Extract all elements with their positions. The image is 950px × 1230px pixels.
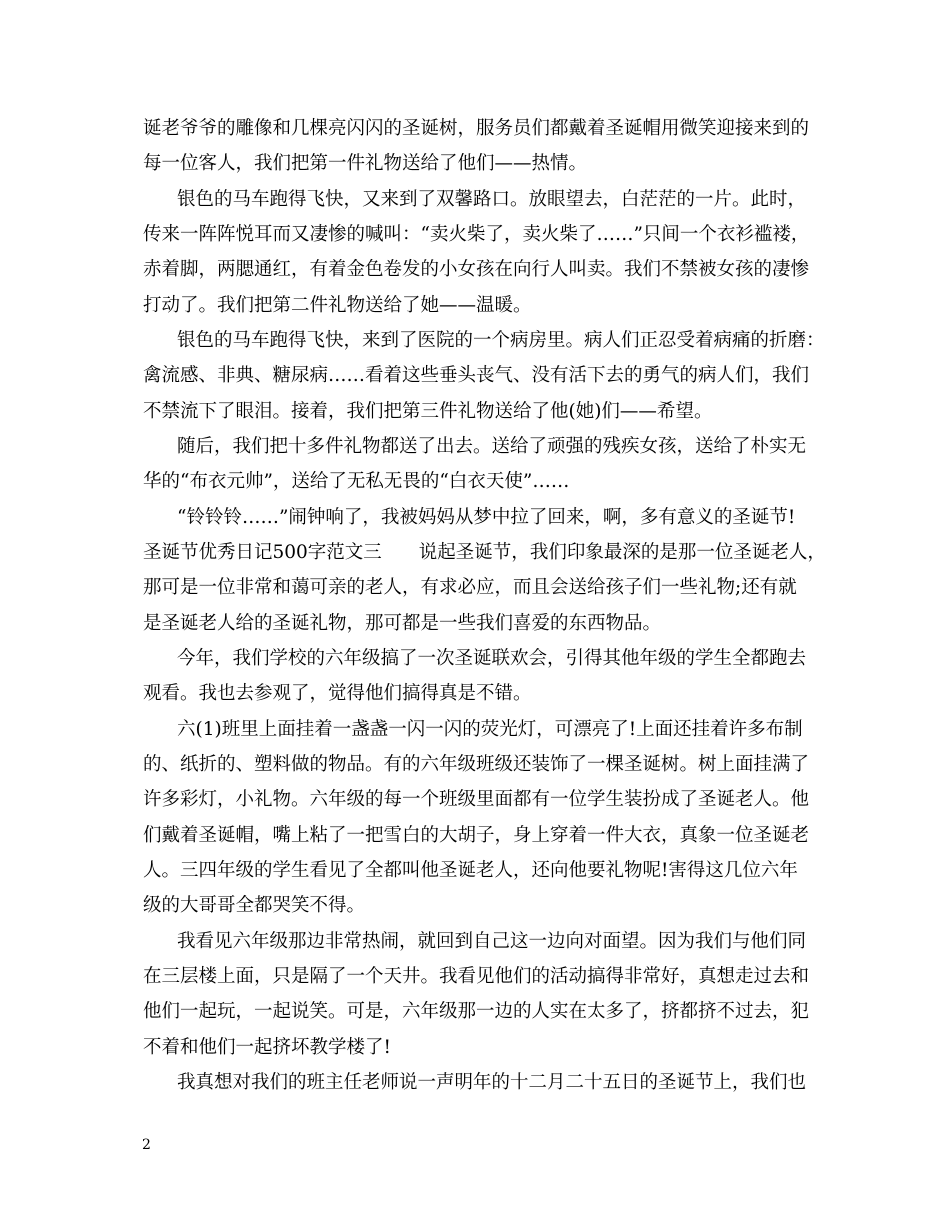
text-line: 不着和他们一起挤坏教学楼了! — [143, 1037, 391, 1058]
paragraph-start-line: “铃铃铃……”闹钟响了，我被妈妈从梦中拉了回来，啊，多有意义的圣诞节! — [177, 507, 796, 528]
text-line: 每一位客人，我们把第一件礼物送给了他们——热情。 — [143, 153, 588, 174]
text-line: 赤着脚，两腮通红，有着金色卷发的小女孩在向行人叫卖。我们不禁被女孩的凄惨 — [143, 259, 810, 280]
paragraph-start-line: 随后，我们把十多件礼物都送了出去。送给了顽强的残疾女孩，送给了朴实无 — [177, 436, 807, 457]
text-line: 禽流感、非典、糖尿病……看着这些垂头丧气、没有活下去的勇气的病人们，我们 — [143, 365, 810, 386]
text-line: 们戴着圣诞帽，嘴上粘了一把雪白的大胡子，身上穿着一件大衣，真象一位圣诞老 — [143, 825, 810, 846]
text-line: 的、纸折的、塑料做的物品。有的六年级班级还装饰了一棵圣诞树。树上面挂满了 — [143, 754, 810, 775]
text-line: 他们一起玩，一起说笑。可是，六年级那一边的人实在太多了，挤都挤不过去，犯 — [143, 1001, 810, 1022]
text-line: 打动了。我们把第二件礼物送给了她——温暖。 — [143, 295, 532, 316]
paragraph-start-line: 银色的马车跑得飞快，来到了医院的一个病房里。病人们正忍受着病痛的折磨： — [177, 330, 825, 351]
text-line: 不禁流下了眼泪。接着，我们把第三件礼物送给了他(她)们——希望。 — [143, 401, 713, 422]
text-line: 是圣诞老人给的圣诞礼物，那可都是一些我们喜爱的东西物品。 — [143, 613, 662, 634]
text-line: 传来一阵阵悦耳而又凄惨的喊叫：“卖火柴了，卖火柴了……”只间一个衣衫褴褛， — [143, 224, 810, 245]
text-line: 观看。我也去参观了，觉得他们搞得真是不错。 — [143, 683, 532, 704]
text-line: 级的大哥哥全都哭笑不得。 — [143, 895, 366, 916]
text-line: 那可是一位非常和蔼可亲的老人，有求必应，而且会送给孩子们一些礼物;还有就 — [143, 577, 797, 598]
paragraph-start-line: 我看见六年级那边非常热闹，就回到自己这一边向对面望。因为我们与他们同 — [177, 931, 807, 952]
page-number: 2 — [142, 1137, 151, 1153]
text-line: 圣诞节优秀日记500字范文三 说起圣诞节，我们印象最深的是那一位圣诞老人， — [143, 542, 826, 563]
paragraph-start-line: 我真想对我们的班主任老师说一声明年的十二月二十五日的圣诞节上，我们也 — [177, 1072, 807, 1093]
paragraph-start-line: 六(1)班里上面挂着一盏盏一闪一闪的荧光灯，可漂亮了!上面还挂着许多布制 — [177, 719, 803, 740]
text-line: 人。三四年级的学生看见了全都叫他圣诞老人，还向他要礼物呢!害得这几位六年 — [143, 860, 798, 881]
text-line: 在三层楼上面，只是隔了一个天井。我看见他们的活动搞得非常好，真想走过去和 — [143, 966, 810, 987]
text-line: 华的“布衣元帅”，送给了无私无畏的“白衣天使”…… — [143, 471, 570, 492]
paragraph-start-line: 今年，我们学校的六年级搞了一次圣诞联欢会，引得其他年级的学生全都跑去 — [177, 648, 807, 669]
text-line: 诞老爷爷的雕像和几棵亮闪闪的圣诞树，服务员们都戴着圣诞帽用微笑迎接来到的 — [143, 118, 810, 139]
text-line: 许多彩灯，小礼物。六年级的每一个班级里面都有一位学生装扮成了圣诞老人。他 — [143, 789, 810, 810]
paragraph-start-line: 银色的马车跑得飞快，又来到了双馨路口。放眼望去，白茫茫的一片。此时， — [177, 189, 807, 210]
